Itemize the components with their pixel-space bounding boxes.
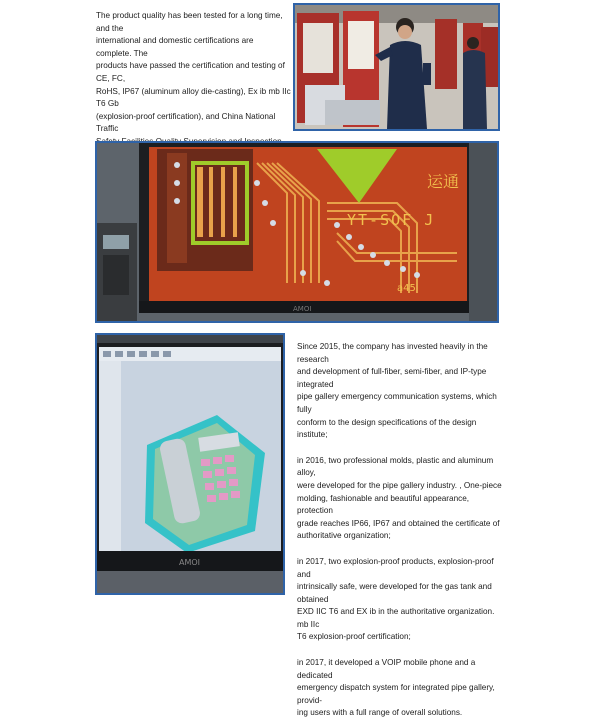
history-line: molding, fashionable and beautiful appearance, protection bbox=[297, 493, 470, 516]
history-line: T6 explosion-proof certification; bbox=[297, 632, 411, 642]
history-line: in 2016, two professional molds, plastic and aluminum alloy, bbox=[297, 455, 494, 478]
cad-monitor-scene bbox=[97, 335, 283, 593]
history-line: and development of full-fiber, semi-fiber, and IP-type integrated bbox=[297, 367, 487, 389]
intro-line: The product quality has been tested for a long time, and the bbox=[96, 11, 283, 33]
intro-line: products have passed the certification and testing of CE, FC, bbox=[96, 61, 285, 83]
history-line: grade reaches IP66, IP67 and obtained the certificate of bbox=[297, 518, 500, 528]
history-paragraph-1 bbox=[297, 341, 502, 442]
history-line: conform to the design specifications of the design institute; bbox=[297, 417, 477, 440]
history-text bbox=[297, 341, 502, 720]
history-line: Since 2015, the company has invested heavily in the research bbox=[297, 342, 488, 364]
intro-line: RoHS, IP67 (aluminum alloy die-casting), Ex ib mb IIc T6 Gb bbox=[96, 86, 291, 109]
factory-workers-photo bbox=[293, 3, 500, 131]
pcb-design-photo bbox=[95, 141, 499, 323]
history-line: in 2017, it developed a VOIP mobile phone and a dedicated bbox=[297, 658, 476, 680]
intro-line: international and domestic certifications are complete. The bbox=[96, 36, 254, 58]
pcb-monitor-scene bbox=[97, 143, 497, 321]
pcb-label-text: YT-SOF J bbox=[347, 211, 436, 229]
history-line: pipe gallery emergency communication systems, which fully bbox=[297, 392, 497, 414]
history-line: intrinsically safe, were developed for the gas tank and obtained bbox=[297, 582, 492, 604]
monitor-brand-label: AMOI bbox=[293, 305, 312, 313]
history-line: authoritative organization; bbox=[297, 531, 391, 541]
factory-scene bbox=[295, 5, 498, 129]
history-line: were developed for the pipe gallery industry. , One-piece bbox=[297, 480, 502, 490]
monitor-brand-label-2: AMOI bbox=[179, 558, 201, 567]
pcb-chinese-text: 运通 bbox=[427, 172, 460, 191]
history-line: ing users with a full range of overall solutions. bbox=[297, 708, 463, 718]
intro-line: (explosion-proof certification), and China National Traffic bbox=[96, 111, 276, 134]
history-paragraph-2 bbox=[297, 455, 502, 543]
history-paragraph-4 bbox=[297, 657, 502, 720]
history-line: in 2017, two explosion-proof products, explosion-proof and bbox=[297, 556, 494, 579]
cad-model-photo bbox=[95, 333, 285, 595]
history-line: EXD IIC T6 and EX ib in the authoritative organization. mb IIc bbox=[297, 607, 495, 629]
history-line: emergency dispatch system for integrated pipe gallery, provid- bbox=[297, 683, 495, 705]
pcb-small-text: a45 bbox=[397, 283, 416, 294]
